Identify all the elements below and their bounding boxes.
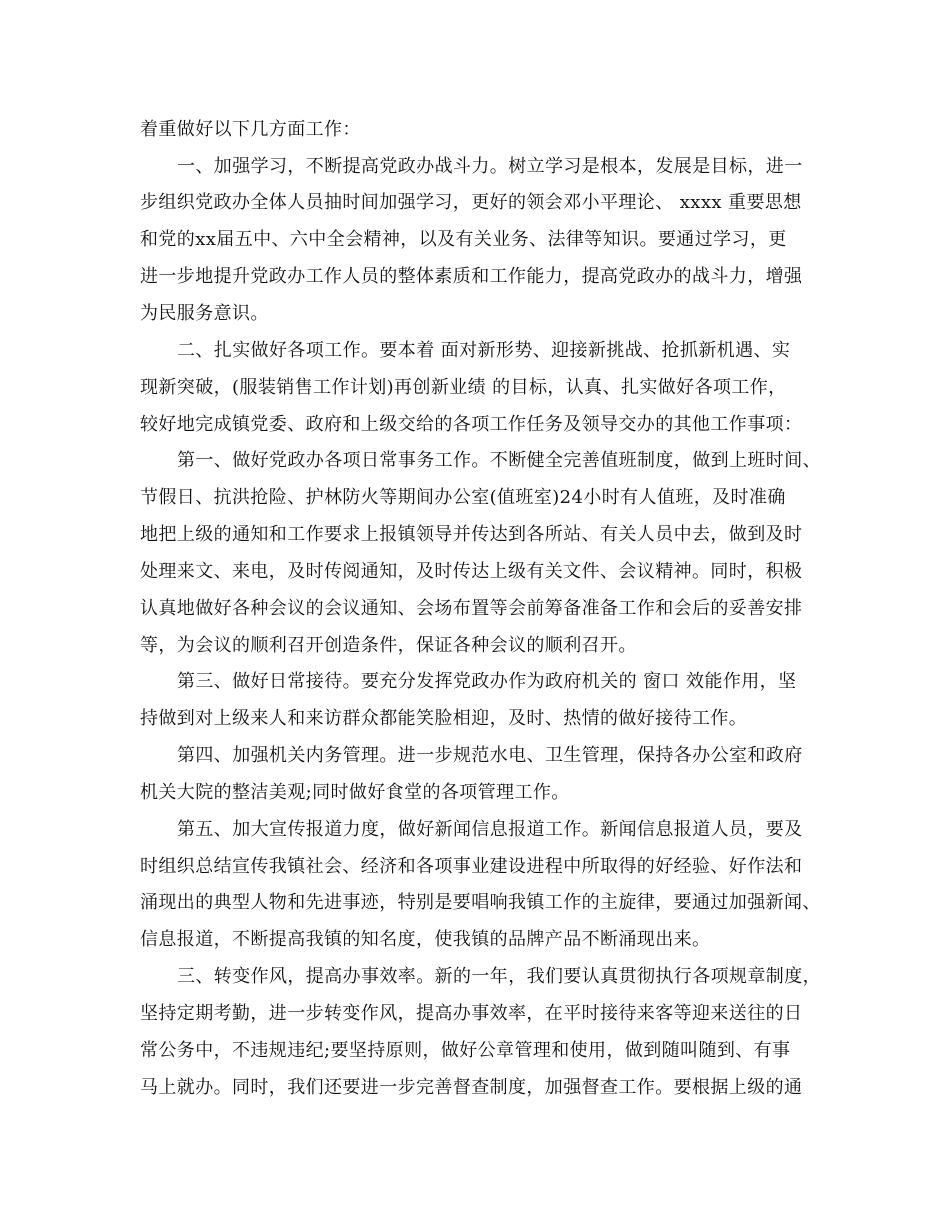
text-line: 较好地完成镇党委、政府和上级交给的各项工作任务及领导交办的其他工作事项： [140, 414, 803, 435]
text-line: 现新突破，(服装销售工作计划)再创新业绩 的目标，认真、扎实做好各项工作， [140, 377, 787, 398]
paragraph-7-line-1: 三、转变作风，提高办事效率。新的一年，我们要认真贯彻执行各项规章制度， [177, 966, 821, 987]
paragraph-4-line-1: 第三、做好日常接待。要充分发挥党政办作为政府机关的 窗口 效能作用，坚 [177, 671, 797, 692]
text-line: 持做到对上级来人和来访群众都能笑脸相迎，及时、热情的做好接待工作。 [140, 708, 748, 729]
text-line: 步组织党政办全体人员抽时间加强学习，更好的领会邓小平理论、 xxxx 重要思想 [140, 192, 802, 213]
text-line: 机关大院的整洁美观;同时做好食堂的各项管理工作。 [140, 782, 570, 803]
text-line: 进一步地提升党政办工作人员的整体素质和工作能力，提高党政办的战斗力，增强 [140, 266, 803, 287]
text-line: 认真地做好各种会议的会议通知、会场布置等会前筹备准备工作和会后的妥善安排 [140, 598, 803, 619]
text-line: 地把上级的通知和工作要求上报镇领导并传达到各所站、有关人员中去，做到及时 [140, 524, 803, 545]
paragraph-6-line-1: 第五、加大宣传报道力度，做好新闻信息报道工作。新闻信息报道人员，要及 [177, 819, 803, 840]
text-line: 时组织总结宣传我镇社会、经济和各项事业建设进程中所取得的好经验、好作法和 [140, 856, 803, 877]
text-line: 信息报道，不断提高我镇的知名度，使我镇的品牌产品不断涌现出来。 [140, 929, 711, 950]
text-line: 等，为会议的顺利召开创造条件，保证各种会议的顺利召开。 [140, 635, 637, 656]
text-line: 常公务中，不违规违纪;要坚持原则，做好公章管理和使用，做到随叫随到、有事 [140, 1040, 791, 1061]
text-line: 和党的xx届五中、六中全会精神，以及有关业务、法律等知识。要通过学习，更 [140, 229, 787, 250]
paragraph-5-line-1: 第四、加强机关内务管理。进一步规范水电、卫生管理，保持各办公室和政府 [177, 745, 803, 766]
text-line: 坚持定期考勤，进一步转变作风，提高办事效率，在平时接待来客等迎来送往的日 [140, 1003, 803, 1024]
paragraph-2-line-1: 二、扎实做好各项工作。要本着 面对新形势、迎接新挑战、抢抓新机遇、实 [177, 340, 791, 361]
text-line: 节假日、抗洪抢险、护林防火等期间办公室(值班室)24小时有人值班，及时准确 [140, 487, 786, 508]
text-line: 涌现出的典型人物和先进事迹，特别是要唱响我镇工作的主旋律，要通过加强新闻、 [140, 892, 821, 913]
paragraph-3-line-1: 第一、做好党政办各项日常事务工作。不断健全完善值班制度，做到上班时间、 [177, 450, 821, 471]
text-line: 马上就办。同时，我们还要进一步完善督查制度，加强督查工作。要根据上级的通 [140, 1077, 803, 1098]
text-line: 处理来文、来电，及时传阅通知，及时传达上级有关文件、会议精神。同时，积极 [140, 561, 803, 582]
text-line: 为民服务意识。 [140, 303, 269, 324]
paragraph-1-line-1: 一、加强学习，不断提高党政办战斗力。树立学习是根本，发展是目标，进一 [177, 156, 803, 177]
text-line: 着重做好以下几方面工作： [140, 119, 361, 140]
